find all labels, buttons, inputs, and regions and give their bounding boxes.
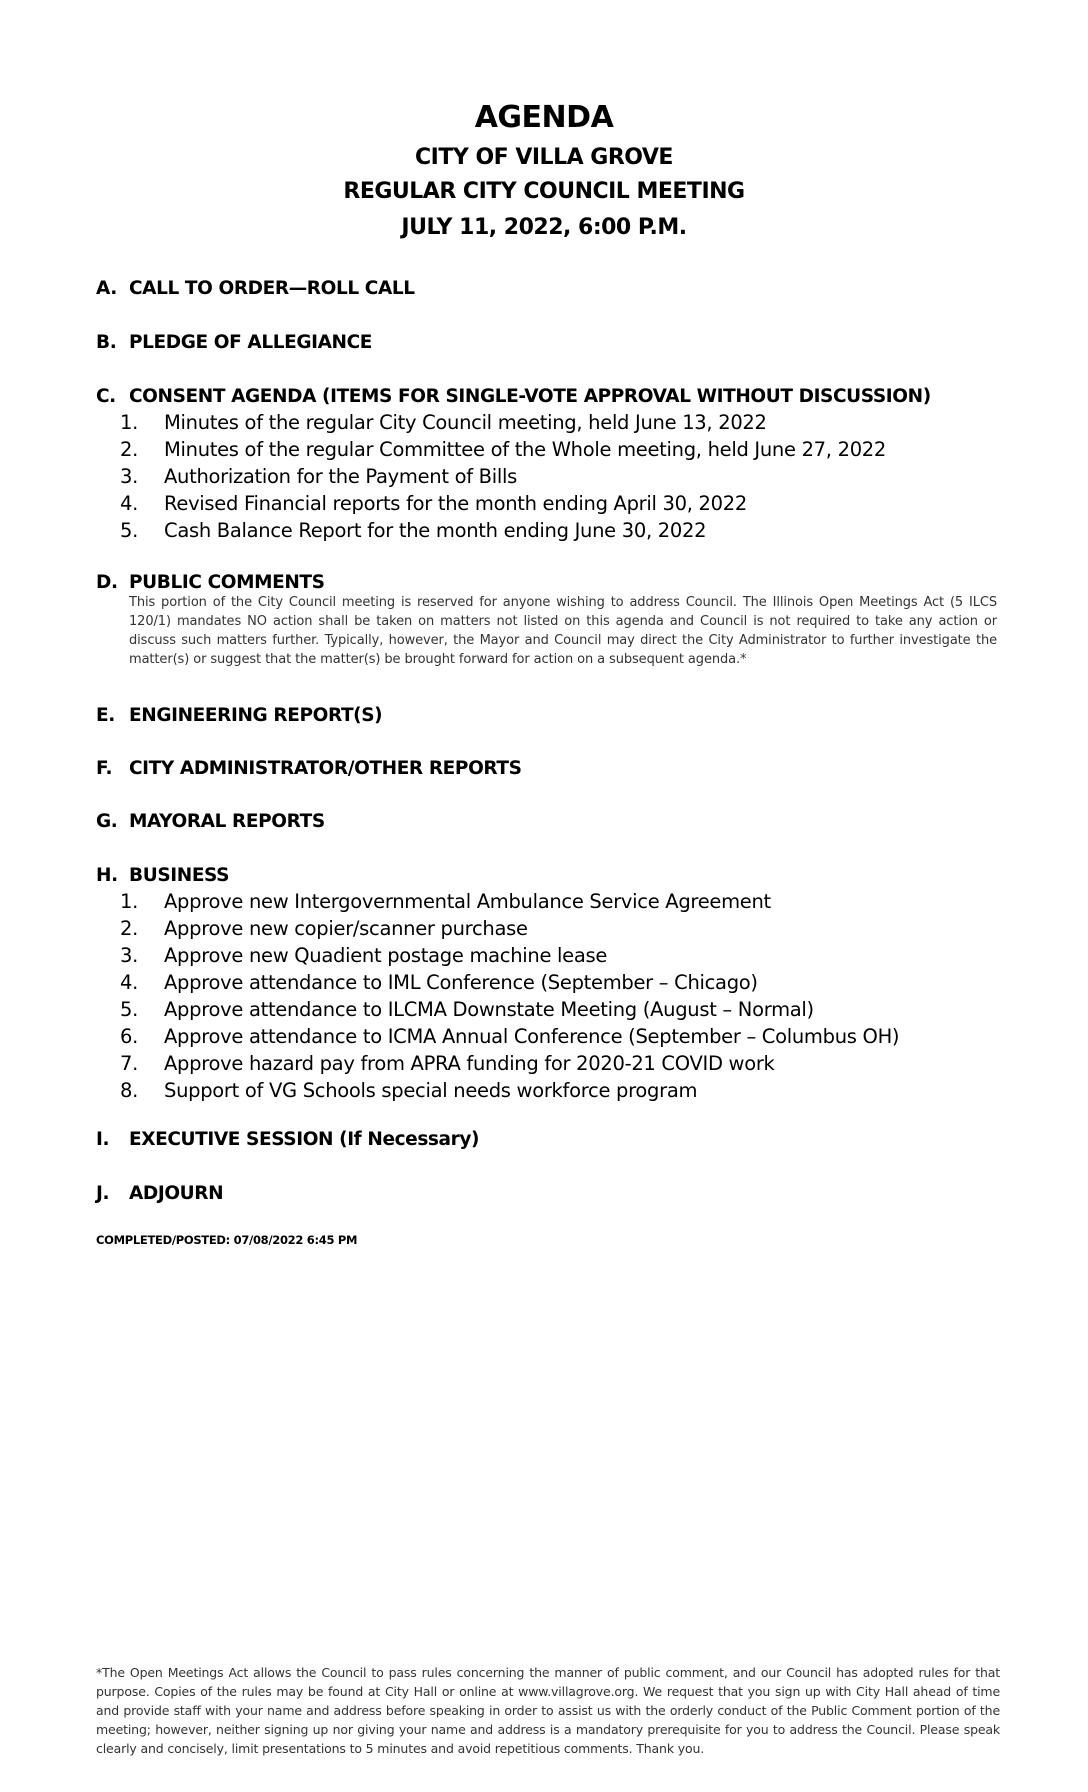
meeting-date: JULY 11, 2022, 6:00 P.M.	[401, 215, 687, 240]
item-text: Approve attendance to ICMA Annual Conference (September – Columbus OH)	[164, 1025, 900, 1048]
item-text: Revised Financial reports for the month ending April 30, 2022	[164, 492, 747, 515]
item-number: 8.	[119, 1079, 138, 1102]
list-item	[96, 888, 996, 915]
item-number: 4.	[119, 971, 138, 994]
business-items-list	[96, 888, 996, 1104]
section-heading	[96, 705, 996, 726]
list-item	[96, 942, 996, 969]
section-letter: D.	[96, 572, 118, 593]
item-text: Approve hazard pay from APRA funding for 2020-21 COVID work	[164, 1052, 775, 1075]
section-heading	[96, 811, 996, 832]
list-item	[96, 409, 996, 436]
list-item	[96, 490, 996, 517]
section-call-to-order	[96, 278, 996, 299]
city-name: CITY OF VILLA GROVE	[415, 145, 673, 170]
section-business	[96, 865, 996, 1104]
list-item	[96, 915, 996, 942]
meeting-type: REGULAR CITY COUNCIL MEETING	[343, 179, 745, 204]
list-item	[96, 436, 996, 463]
section-title: PLEDGE OF ALLEGIANCE	[129, 332, 373, 353]
list-item	[96, 969, 996, 996]
section-public-comments	[96, 572, 996, 669]
section-administrator	[96, 758, 996, 779]
list-item	[96, 517, 996, 544]
item-number: 2.	[119, 438, 138, 461]
section-heading	[96, 332, 996, 353]
item-text: Authorization for the Payment of Bills	[164, 465, 517, 488]
section-title: CALL TO ORDER—ROLL CALL	[129, 278, 415, 299]
section-letter: I.	[96, 1129, 110, 1150]
section-heading	[96, 865, 996, 886]
section-title: ADJOURN	[129, 1183, 224, 1204]
posted-timestamp: COMPLETED/POSTED: 07/08/2022 6:45 PM	[96, 1233, 358, 1247]
section-letter: B.	[96, 332, 117, 353]
item-number: 3.	[119, 944, 138, 967]
item-number: 3.	[119, 465, 138, 488]
section-heading	[96, 386, 996, 407]
item-text: Support of VG Schools special needs workforce program	[164, 1079, 698, 1102]
section-letter: E.	[96, 705, 115, 726]
section-letter: A.	[96, 278, 117, 299]
item-number: 2.	[119, 917, 138, 940]
section-heading	[96, 1183, 996, 1204]
section-title: BUSINESS	[129, 865, 230, 886]
item-number: 5.	[119, 998, 138, 1021]
item-number: 4.	[119, 492, 138, 515]
item-text: Approve new copier/scanner purchase	[164, 917, 528, 940]
section-heading	[96, 1129, 996, 1150]
item-text: Minutes of the regular Committee of the Whole meeting, held June 27, 2022	[164, 438, 887, 461]
section-adjourn	[96, 1183, 996, 1204]
section-letter: H.	[96, 865, 118, 886]
item-text: Approve attendance to IML Conference (September – Chicago)	[164, 971, 758, 994]
list-item	[96, 1077, 996, 1104]
section-executive-session	[96, 1129, 996, 1150]
item-number: 7.	[119, 1052, 138, 1075]
list-item	[96, 1050, 996, 1077]
section-consent-agenda	[96, 386, 996, 544]
section-title: CITY ADMINISTRATOR/OTHER REPORTS	[129, 758, 522, 779]
section-letter: G.	[96, 811, 118, 832]
section-letter: J.	[96, 1183, 110, 1204]
item-text: Cash Balance Report for the month ending June 30, 2022	[164, 519, 707, 542]
section-heading	[96, 572, 996, 593]
section-heading	[96, 278, 996, 299]
section-title: ENGINEERING REPORT(S)	[129, 705, 383, 726]
item-number: 1.	[119, 890, 138, 913]
consent-items-list	[96, 409, 996, 544]
section-letter: F.	[96, 758, 113, 779]
public-comments-note: This portion of the City Council meeting is reserved for anyone wishing to address Council. The Illinois Open Meetings Act (5 ILCS 120/1) mandates NO action shall be taken on matters not listed on this agenda and Council is not required to take any action or discuss such matters further. Typically, however, the Mayor and Council may direct the City Administrator to further investigate the matter(s) or suggest that the matter(s) be brought forward for action on a subsequent agenda.*	[129, 595, 997, 667]
item-number: 6.	[119, 1025, 138, 1048]
section-letter: C.	[96, 386, 116, 407]
item-text: Minutes of the regular City Council meeting, held June 13, 2022	[164, 411, 767, 434]
list-item	[96, 463, 996, 490]
section-heading	[96, 758, 996, 779]
section-pledge	[96, 332, 996, 353]
item-text: Approve attendance to ILCMA Downstate Meeting (August – Normal)	[164, 998, 814, 1021]
section-title: PUBLIC COMMENTS	[129, 572, 325, 593]
list-item	[96, 1023, 996, 1050]
item-text: Approve new Quadient postage machine lease	[164, 944, 608, 967]
footnote: *The Open Meetings Act allows the Council to pass rules concerning the manner of public comment, and our Council has adopted rules for that purpose. Copies of the rules may be found at City Hall or online at www.villagrove.org. We request that you sign up with City Hall ahead of time and provide staff with your name and address before speaking in order to assist us with the orderly conduct of the Public Comment portion of the meeting; however, neither signing up nor giving your name and address is a mandatory prerequisite for you to address the Council. Please speak clearly and concisely, limit presentations to 5 minutes and avoid repetitious comments. Thank you.	[96, 1665, 1000, 1756]
section-title: MAYORAL REPORTS	[129, 811, 325, 832]
section-title: EXECUTIVE SESSION (If Necessary)	[129, 1129, 480, 1150]
item-number: 5.	[119, 519, 138, 542]
item-text: Approve new Intergovernmental Ambulance Service Agreement	[164, 890, 771, 913]
section-engineering	[96, 705, 996, 726]
section-title: CONSENT AGENDA (ITEMS FOR SINGLE-VOTE APPROVAL WITHOUT DISCUSSION)	[129, 386, 931, 407]
item-number: 1.	[119, 411, 138, 434]
list-item	[96, 996, 996, 1023]
page-title: AGENDA	[474, 100, 614, 135]
section-mayoral	[96, 811, 996, 832]
